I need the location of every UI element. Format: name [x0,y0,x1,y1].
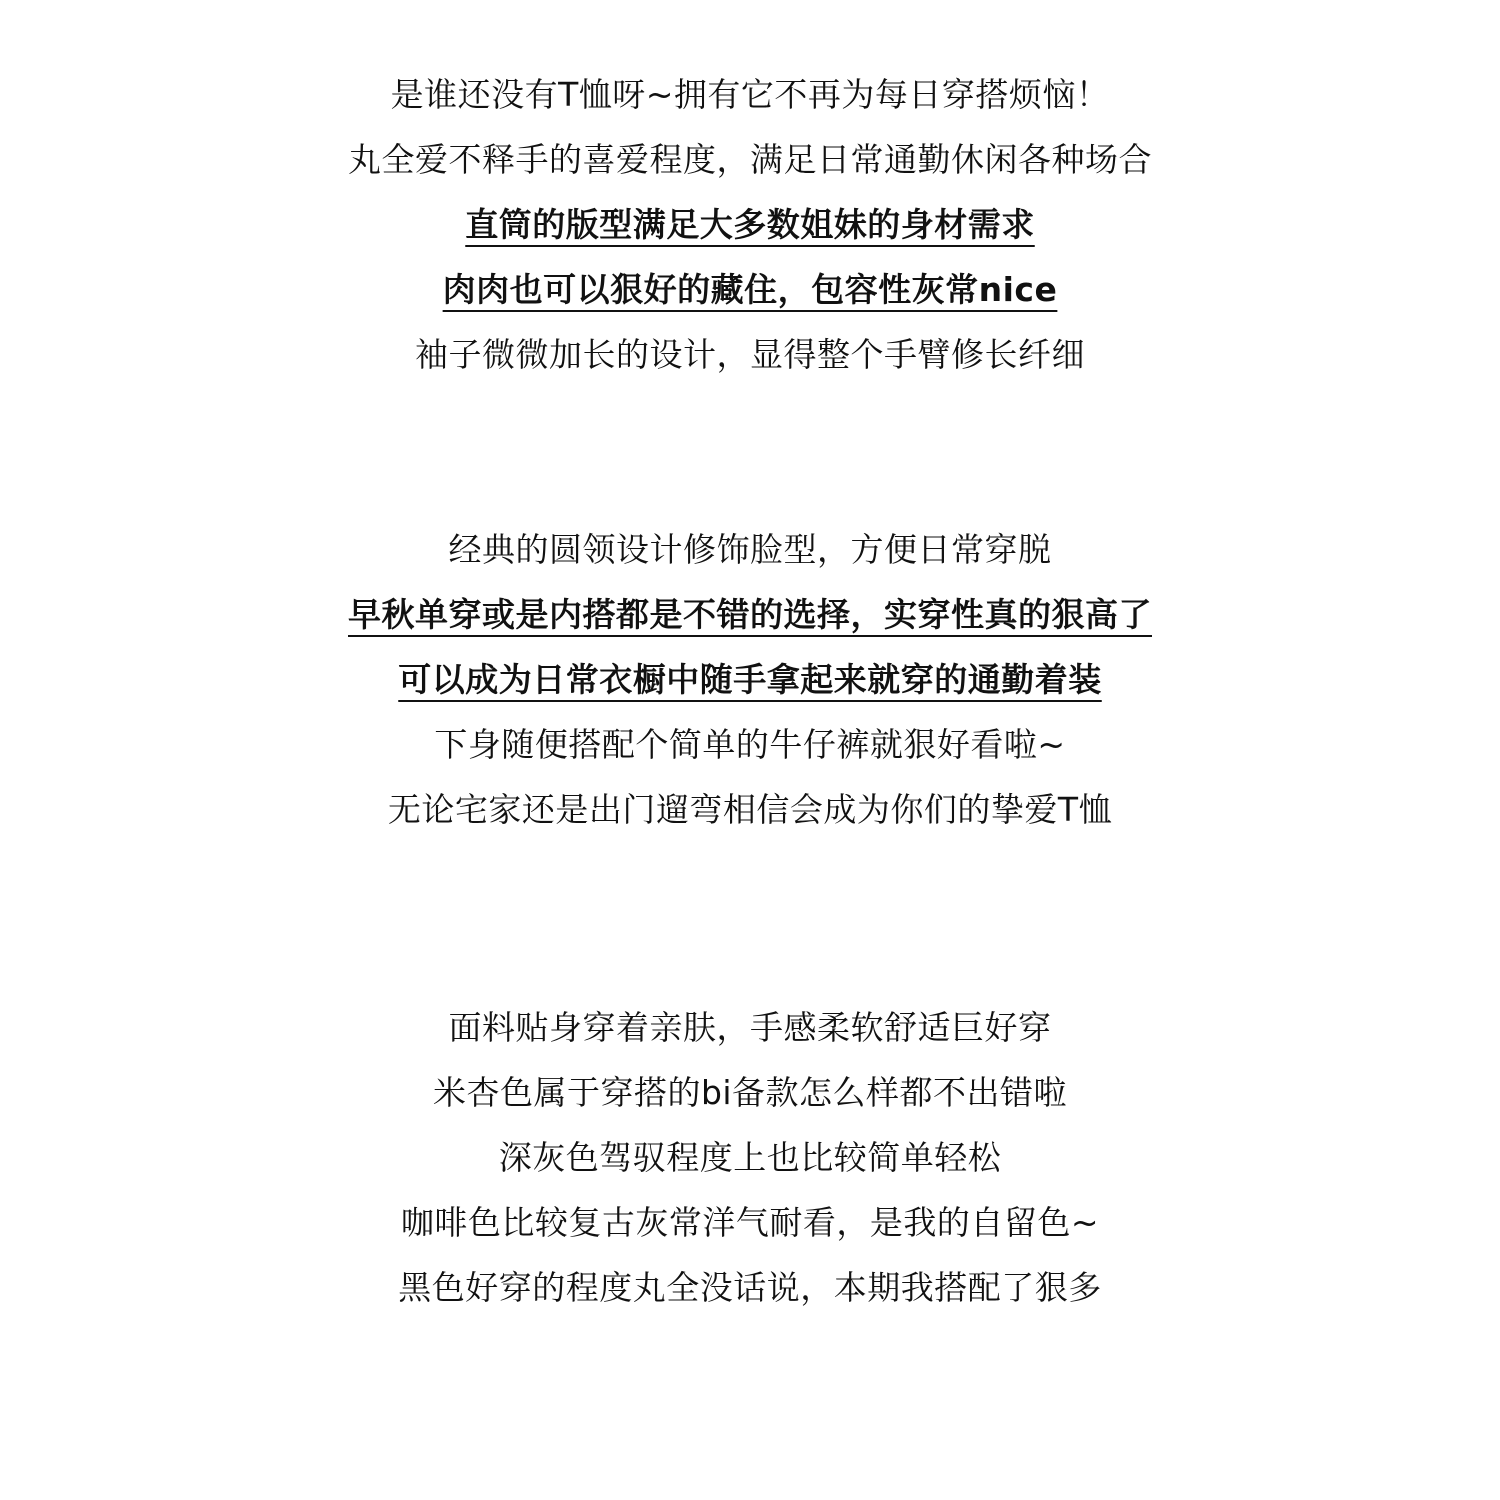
description-line: 袖子微微加长的设计，显得整个手臂修长纤细 [415,335,1085,374]
description-line: 丸全爱不释手的喜爱程度，满足日常通勤休闲各种场合 [348,140,1152,179]
emphasized-line: 直筒的版型满足大多数姐妹的身材需求 [465,205,1035,244]
emphasized-line: 肉肉也可以狠好的藏住，包容性灰常nice [442,270,1058,309]
description-section-1 [0,62,1500,387]
description-section-3 [0,995,1500,1320]
description-line: 面料贴身穿着亲肤，手感柔软舒适巨好穿 [448,1008,1052,1047]
description-line: 是谁还没有T恤呀~拥有它不再为每日穿搭烦恼！ [390,75,1110,114]
emphasized-line: 早秋单穿或是内搭都是不错的选择，实穿性真的狠高了 [348,595,1152,634]
description-line: 米杏色属于穿搭的bi备款怎么样都不出错啦 [432,1073,1068,1112]
description-line: 黑色好穿的程度丸全没话说，本期我搭配了狠多 [398,1268,1102,1307]
description-line: 下身随便搭配个简单的牛仔裤就狠好看啦~ [434,725,1066,764]
description-line: 深灰色驾驭程度上也比较简单轻松 [498,1138,1002,1177]
description-line: 咖啡色比较复古灰常洋气耐看，是我的自留色~ [400,1203,1100,1242]
description-line: 无论宅家还是出门遛弯相信会成为你们的挚爱T恤 [387,790,1113,829]
description-section-2 [0,517,1500,842]
description-line: 经典的圆领设计修饰脸型，方便日常穿脱 [448,530,1052,569]
emphasized-line: 可以成为日常衣橱中随手拿起来就穿的通勤着装 [398,660,1102,699]
